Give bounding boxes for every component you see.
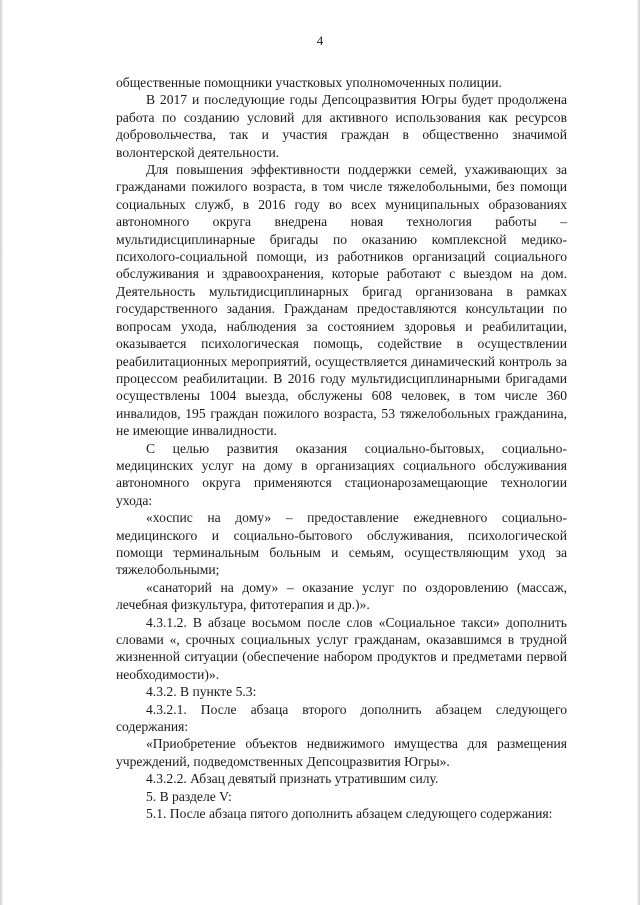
paragraph: «санаторий на дому» – оказание услуг по оздоровлению (массаж, лечебная физкультура, фитотерапия и др.)». bbox=[116, 579, 567, 613]
paragraph: 4.3.1.2. В абзаце восьмом после слов «Социальное такси» дополнить словами «, срочных социальных услуг гражданам, оказавшимся в трудной жизненной ситуации (обеспечение набором продуктов и предметами первой необходимости)». bbox=[116, 614, 567, 682]
paragraph: 4.3.2.2. Абзац девятый признать утратившим силу. bbox=[146, 771, 439, 787]
paragraph: общественные помощники участковых уполномоченных полиции. bbox=[116, 75, 502, 90]
document-body bbox=[116, 74, 567, 822]
paragraph: Для повышения эффективности поддержки семей, ухаживающих за гражданами пожилого возраста, в том числе тяжелобольными, без помощи социальных служб, в 2016 году во всех муниципальных образованиях автономного округа внедрена новая технология работы – мультидисциплинарные бригады по оказанию комплексной медико-психолого-социальной помощи, из работников организаций социального обслуживания и здравоохранения, которые работают с выездом на дом. Деятельность мультидисциплинарных бригад организована в рамках государственного задания. Гражданам предоставляются консультации по вопросам ухода, наблюдения за состоянием здоровья и реабилитации, оказывается психологическая помощь, содействие в осуществлении реабилитационных мероприятий, осуществляется динамический контроль за процессом реабилитации. В 2016 году мультидисциплинарными бригадами осуществлены 1004 выезда, обслужены 608 человек, в том числе 360 инвалидов, 195 граждан пожилого возраста, 53 тяжелобольных гражданина, не имеющие инвалидности. bbox=[116, 162, 567, 439]
paragraph: 4.3.2.1. После абзаца второго дополнить абзацем следующего содержания: bbox=[116, 701, 567, 735]
paragraph: В 2017 и последующие годы Депсоцразвития Югры будет продолжена работа по созданию условий для активного использования как ресурсов добровольчества, так и участия граждан в общественно значимой волонтерской деятельности. bbox=[116, 92, 567, 160]
paragraph: С целью развития оказания социально-бытовых, социально-медицинских услуг на дому в организациях социального обслуживания автономного округа применяются стационарозамещающие технологии ухода: bbox=[116, 440, 567, 508]
scan-edge-left bbox=[0, 0, 3, 905]
paragraph: 4.3.2. В пункте 5.3: bbox=[146, 684, 257, 700]
paragraph: 5. В разделе V: bbox=[146, 788, 232, 804]
paragraph: «хоспис на дому» – предоставление ежедневного социально-медицинского и социально-бытового обслуживания, психологической помощи терминальным больным и семьям, осуществляющим уход за тяжелобольными; bbox=[116, 510, 567, 578]
paragraph: «Приобретение объектов недвижимого имущества для размещения учреждений, подведомственных Депсоцразвития Югры». bbox=[116, 736, 567, 769]
paragraph: 5.1. После абзаца пятого дополнить абзацем следующего содержания: bbox=[146, 806, 553, 822]
page-number: 4 bbox=[316, 33, 324, 48]
